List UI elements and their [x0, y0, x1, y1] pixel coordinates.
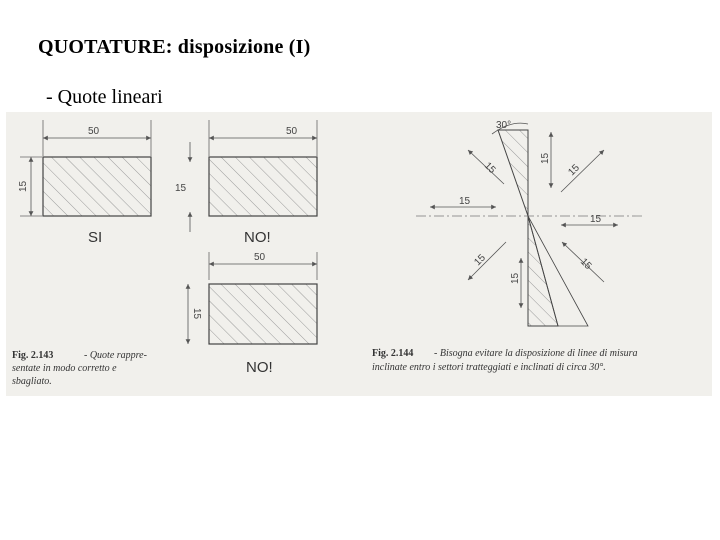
caption-2144-l1: - Bisogna evitare la disposizione di linee di misura: [434, 348, 638, 359]
slide-subtitle: - Quote lineari: [46, 86, 163, 108]
caption-2143-l2: sentate in modo corretto e: [12, 363, 117, 374]
scanned-figure: [6, 112, 712, 396]
dim-height-no2: 15: [191, 308, 202, 320]
dim-15-b: 15: [540, 152, 551, 164]
dim-15-e: 15: [590, 214, 602, 225]
dim-15-g: 15: [510, 272, 521, 284]
caption-2143: [12, 350, 147, 387]
caption-2144-l2: inclinate entro i settori tratteggiati e inclinati di circa 30°.: [372, 362, 606, 373]
dim-height-si: 15: [18, 180, 29, 192]
caption-2143-num: Fig. 2.143: [12, 350, 54, 361]
svg-text:Fig. 2.144: [372, 348, 413, 359]
dim-15-d: 15: [459, 196, 471, 207]
figure-drawing: [6, 112, 712, 396]
dim-width-si: 50: [88, 126, 100, 137]
verdict-si: SI: [88, 229, 103, 246]
slide-title: QUOTATURE: disposizione (I): [38, 36, 311, 58]
caption-2144: [372, 348, 638, 373]
dim-height-no1: 15: [175, 183, 187, 194]
box-no-1: [175, 120, 317, 246]
caption-2144-num: Fig. 2.144: [372, 348, 414, 359]
svg-text:Fig. 2.143: [12, 350, 53, 361]
sector-diagram: [416, 120, 642, 326]
dim-15-h: 15: [577, 256, 594, 272]
dim-width-no1: 50: [286, 126, 298, 137]
box-si: [18, 120, 151, 246]
dim-15-a: 15: [481, 160, 498, 176]
verdict-no2: NO!: [246, 359, 273, 376]
verdict-no1: NO!: [244, 229, 271, 246]
dim-width-no2: 50: [254, 252, 266, 263]
angle-label: 30°: [496, 120, 512, 131]
caption-2143-l3: sbagliato.: [12, 376, 52, 387]
box-no-2: [188, 252, 317, 376]
dim-15-c: 15: [566, 162, 582, 179]
caption-2143-l1: - Quote rappre-: [84, 350, 147, 361]
dim-15-f: 15: [472, 252, 488, 269]
